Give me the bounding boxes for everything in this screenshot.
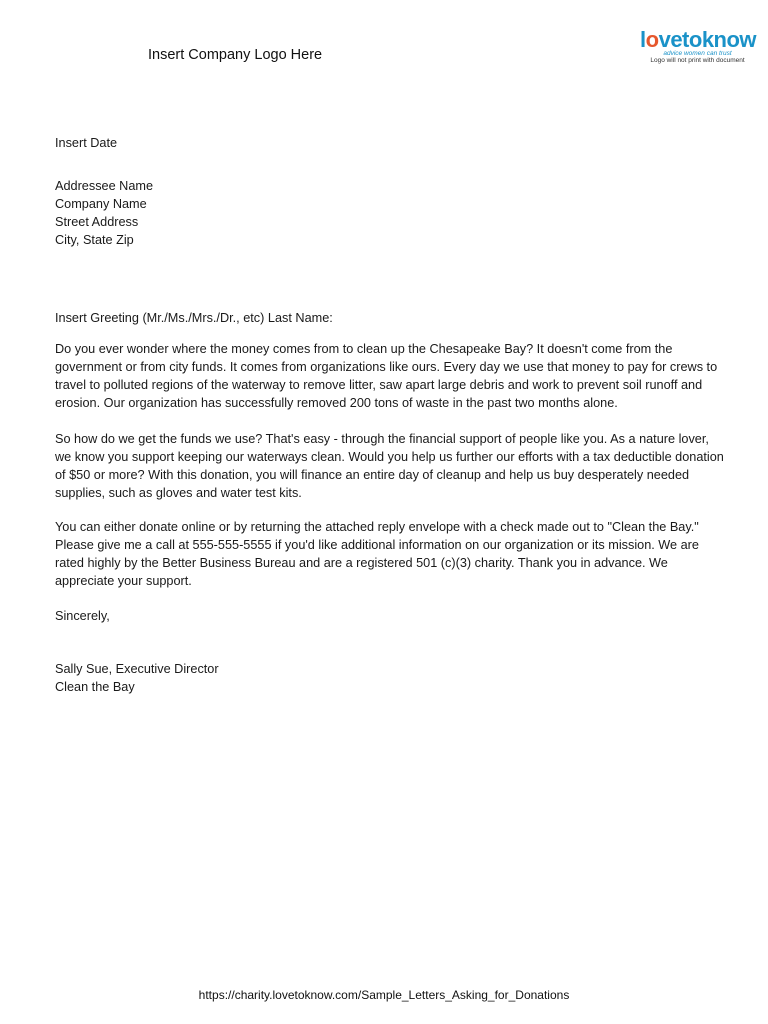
body-paragraph-3: You can either donate online or by returning the attached reply envelope with a check made out to "Clean the Bay." Please give me a call at 555-555-5555 if you'd like additional information on our organization or its mission. We are rated highly by the Better Business Bureau and are a registered 501 (c)(3) charity. Thank you in advance. We appreciate your support.	[55, 520, 699, 588]
lovetoknow-logo	[640, 28, 755, 65]
letter-greeting: Insert Greeting (Mr./Ms./Mrs./Dr., etc) Last Name:	[55, 311, 333, 325]
body-paragraph-2: So how do we get the funds we use? That's easy - through the financial support of people like you. As a nature lover, we know you support keeping our waterways clean. Would you help us further our efforts with a tax deductible donation of $50 or more? With this donation, you will finance an entire day of cleanup and help us buy desperately needed supplies, such as gloves and water test kits.	[55, 432, 724, 500]
brand-print-note: Logo will not print with document	[650, 57, 745, 64]
addressee-name: Addressee Name	[55, 179, 154, 193]
letter-date: Insert Date	[55, 136, 118, 150]
signature-name-title: Sally Sue, Executive Director	[55, 662, 219, 676]
brand-tagline: advice women can trust	[663, 50, 732, 57]
footer-source-url[interactable]: https://charity.lovetoknow.com/Sample_Letters_Asking_for_Donations	[198, 988, 570, 1002]
addressee-street: Street Address	[55, 215, 139, 229]
addressee-city: City, State Zip	[55, 233, 134, 247]
letter-closing: Sincerely,	[55, 609, 110, 623]
addressee-company: Company Name	[55, 197, 147, 211]
brand-wordmark	[640, 28, 755, 52]
brand-wordmark-part3: vetoknow	[658, 27, 757, 52]
signature-block	[55, 660, 725, 696]
brand-wordmark-part2: o	[645, 27, 659, 52]
company-logo-placeholder: Insert Company Logo Here	[148, 47, 323, 63]
body-paragraph-1: Do you ever wonder where the money comes from to clean up the Chesapeake Bay? It doesn't come from the government or from city funds. It comes from organizations like ours. Every day we use that money to pay for crews to travel to polluted regions of the waterway to remove litter, saw apart large debris and work to prevent soil runoff and erosion. Our organization has successfully removed 200 tons of waste in the past two months alone.	[55, 342, 718, 410]
brand-wordmark-part1: l	[640, 27, 646, 52]
signature-organization: Clean the Bay	[55, 680, 135, 694]
recipient-address	[55, 177, 725, 249]
